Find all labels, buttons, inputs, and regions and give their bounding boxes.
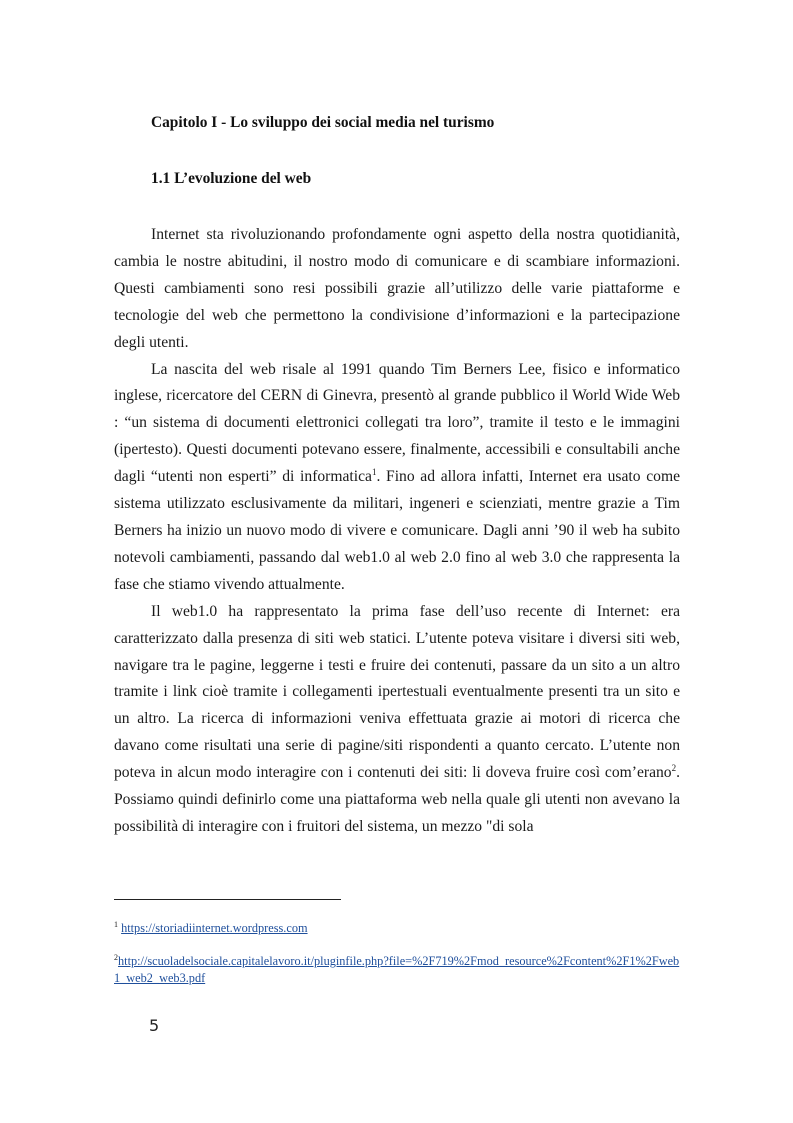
footnote-2 <box>114 953 682 987</box>
page-number: 5 <box>149 1016 160 1035</box>
section-title: 1.1 L’evoluzione del web <box>151 170 312 187</box>
chapter-title: Capitolo I - Lo sviluppo dei social media nel turismo <box>151 114 495 131</box>
paragraph-3-text-a: Il web1.0 ha rappresentato la prima fase dell’uso recente di Internet: era caratterizzato dalla presenza di siti web statici. L’utente poteva visitare i diversi siti web, navigare tra le pagine, leggerne i testi e fruire dei contenuti, passare da un sito a un altro tramite i link cioè tramite i collegamenti ipertestuali eventualmente presenti tra un sito e un altro. La ricerca di informazioni veniva effettuata grazie ai motori di ricerca che davano come risultati una serie di pagine/siti rispondenti a quanto cercato. L’utente non poteva in alcun modo interagire con i contenuti dei siti: li doveva fruire così com’erano <box>114 602 680 782</box>
paragraph-2-text-a: La nascita del web risale al 1991 quando Tim Berners Lee, fisico e informatico inglese, ricercatore del CERN di Ginevra, presentò al grande pubblico il World Wide Web : “un sistema di documenti elettronici collegati tra loro”, tramite il testo e le immagini (ipertesto). Questi documenti potevano essere, finalmente, accessibili e consultabili anche dagli “utenti non esperti” di informatica <box>114 360 680 486</box>
footnote-ref-2[interactable]: 2 <box>671 762 677 773</box>
paragraph-1 <box>114 222 680 357</box>
footnote-2-link[interactable]: http://scuoladelsociale.capitalelavoro.it/pluginfile.php?file=%2F719%2Fmod_resource%2Fcontent%2F1%2Fweb1_web2_web3.pdf <box>114 954 680 985</box>
paragraph-2-text-b: . Fino ad allora infatti, Internet era usato come sistema utilizzato esclusivamente da militari, ingeneri e scienziati, mentre grazie a Tim Berners ha inizio un nuovo modo di vivere e comunicare. Dagli anni ’90 il web ha subito notevoli cambiamenti, passando dal web1.0 al web 2.0 fino al web 3.0 che rappresenta la fase che stiamo vivendo attualmente. <box>114 468 681 593</box>
paragraph-3 <box>114 599 680 841</box>
footnote-2-number: 2 <box>114 952 118 962</box>
body-text <box>114 222 680 841</box>
paragraph-2 <box>114 357 680 599</box>
paragraph-1-text: Internet sta rivoluzionando profondamente ogni aspetto della nostra quotidianità, cambia le nostre abitudini, il nostro modo di comunicare e di scambiare informazioni. Questi cambiamenti sono resi possibili grazie all’utilizzo delle varie piattaforme e tecnologie del web che permettono la condivisione d’informazioni e la partecipazione degli utenti. <box>114 226 680 351</box>
footnote-1 <box>114 920 682 937</box>
footnote-1-number: 1 <box>114 919 118 929</box>
footnote-1-link[interactable]: https://storiadiinternet.wordpress.com <box>121 921 308 935</box>
footnote-ref-1[interactable]: 1 <box>371 466 377 477</box>
paragraph-3-text-b: . Possiamo quindi definirlo come una piattaforma web nella quale gli utenti non avevano la possibilità di interagire con i fruitori del sistema, un mezzo "di sola <box>114 764 680 835</box>
footnote-separator <box>114 899 341 900</box>
